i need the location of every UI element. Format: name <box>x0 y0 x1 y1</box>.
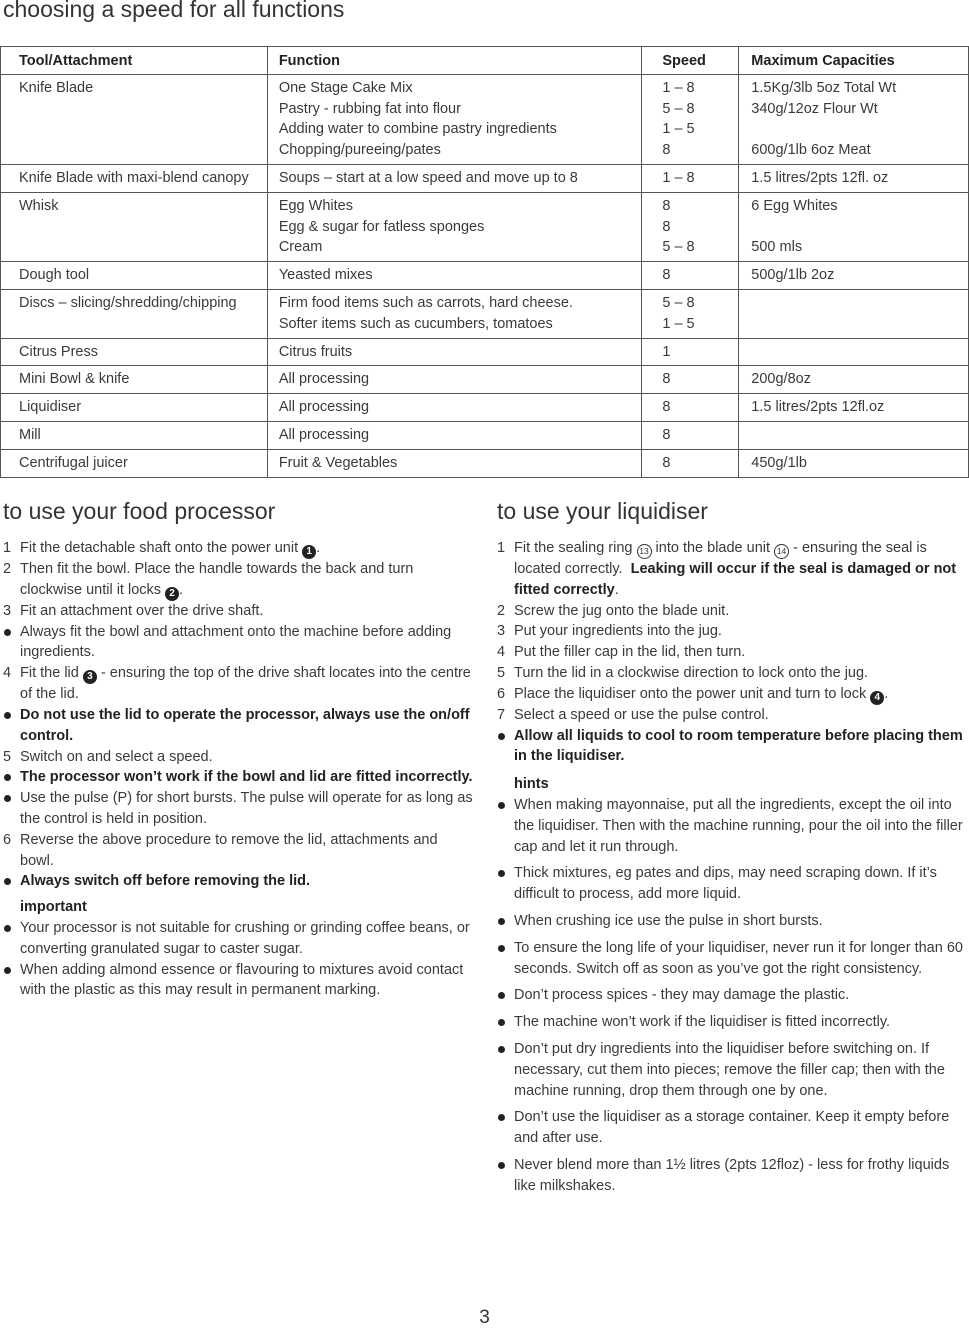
hint: When crushing ice use the pulse in short bursts. <box>497 911 969 932</box>
hint: To ensure the long life of your liquidiser, never run it for longer than 60 seconds. Switch off as soon as you’ve got the right consistency. <box>497 938 969 980</box>
page-title: choosing a speed for all functions <box>3 0 345 22</box>
cell-speed: 1 – 8 <box>642 164 739 192</box>
cell-capacity <box>739 421 969 449</box>
bullet-icon <box>498 733 505 740</box>
callout-1-icon: 1 <box>302 545 316 559</box>
hint: When making mayonnaise, put all the ingredients, except the oil into the liquidiser. Then with the machine running, pour the oil into the filler cap and let it run through. <box>497 795 969 857</box>
cell-speed: 1 – 8 5 – 8 1 – 5 8 <box>642 74 739 164</box>
cell-function: Yeasted mixes <box>267 262 642 290</box>
table-row <box>1 289 969 338</box>
cell-capacity: 1.5Kg/3lb 5oz Total Wt 340g/12oz Flour Wt 600g/1lb 6oz Meat <box>739 74 969 164</box>
cell-capacity <box>739 289 969 338</box>
cell-function: One Stage Cake Mix Pastry - rubbing fat into flour Adding water to combine pastry ingredients Chopping/pureeing/pates <box>267 74 642 164</box>
food-processor-section <box>3 495 473 1001</box>
bullet-icon <box>498 1162 505 1169</box>
step-3: 3 Fit an attachment over the drive shaft. <box>3 602 264 619</box>
table-row <box>1 74 969 164</box>
header-speed: Speed <box>642 47 739 75</box>
step-1: 1 Fit the sealing ring 13 into the blade unit 14 - ensuring the seal is located correctly. Leaking will occur if the seal is damaged or not fitted correctly. <box>497 540 957 598</box>
hints-heading: hints <box>514 776 549 793</box>
cell-tool: Whisk <box>1 192 268 261</box>
bullet-icon <box>4 925 11 932</box>
cell-capacity: 1.5 litres/2pts 12fl. oz <box>739 164 969 192</box>
bullet-icon <box>4 712 11 719</box>
cell-function: All processing <box>267 366 642 394</box>
cell-function: Citrus fruits <box>267 338 642 366</box>
step-4: 4 Fit the lid 3 - ensuring the top of the drive shaft locates into the centre of the lid. <box>3 665 471 703</box>
cell-function: Egg Whites Egg & sugar for fatless sponges Cream <box>267 192 642 261</box>
table-row <box>1 192 969 261</box>
cell-capacity: 200g/8oz <box>739 366 969 394</box>
hint: Thick mixtures, eg pates and dips, may need scraping down. If it’s difficult to process, add more liquid. <box>497 863 969 905</box>
header-capacity: Maximum Capacities <box>739 47 969 75</box>
cell-capacity: 6 Egg Whites 500 mls <box>739 192 969 261</box>
warning: The processor won’t work if the bowl and lid are fitted incorrectly. <box>3 767 473 788</box>
bullet-icon <box>498 945 505 952</box>
warning: Do not use the lid to operate the processor, always use the on/off control. <box>3 705 473 747</box>
cell-tool: Knife Blade with maxi-blend canopy <box>1 164 268 192</box>
liquidiser-heading: to use your liquidiser <box>497 498 708 524</box>
cell-capacity: 500g/1lb 2oz <box>739 262 969 290</box>
cell-speed: 8 <box>642 421 739 449</box>
bullet-icon <box>498 918 505 925</box>
table-header-row <box>1 47 969 75</box>
cell-tool: Dough tool <box>1 262 268 290</box>
part-14-icon: 14 <box>774 544 789 559</box>
cell-function: Fruit & Vegetables <box>267 449 642 477</box>
hint: Don’t put dry ingredients into the liquidiser before switching on. If necessary, cut them into pieces; remove the filler cap; then with the machine running, drop them through one by one. <box>497 1039 969 1101</box>
cell-tool: Discs – slicing/shredding/chipping <box>1 289 268 338</box>
bullet-icon <box>498 1046 505 1053</box>
callout-3-icon: 3 <box>83 670 97 684</box>
bullet-note: Use the pulse (P) for short bursts. The pulse will operate for as long as the control is held in position. <box>3 788 473 830</box>
hint: The machine won’t work if the liquidiser is fitted incorrectly. <box>497 1012 969 1033</box>
table-row <box>1 164 969 192</box>
cell-speed: 8 <box>642 449 739 477</box>
table-row <box>1 338 969 366</box>
bullet-icon <box>498 802 505 809</box>
table-row <box>1 366 969 394</box>
bullet-icon <box>4 629 11 636</box>
step-6: 6 Reverse the above procedure to remove the lid, attachments and bowl. <box>3 831 438 869</box>
warning: Always switch off before removing the lid. <box>3 871 473 892</box>
table-row <box>1 449 969 477</box>
callout-2-icon: 2 <box>165 587 179 601</box>
food-processor-heading: to use your food processor <box>3 498 276 524</box>
callout-4-icon: 4 <box>870 691 884 705</box>
step-6: 6 Place the liquidiser onto the power unit and turn to lock 4 . <box>497 685 889 703</box>
bullet-icon <box>498 870 505 877</box>
cell-speed: 8 <box>642 262 739 290</box>
cell-tool: Citrus Press <box>1 338 268 366</box>
bullet-icon <box>4 774 11 781</box>
speed-table <box>0 46 969 478</box>
header-tool: Tool/Attachment <box>1 47 268 75</box>
cell-tool: Mill <box>1 421 268 449</box>
bullet-icon <box>4 795 11 802</box>
bullet-icon <box>498 1114 505 1121</box>
table-row <box>1 394 969 422</box>
cell-function: All processing <box>267 394 642 422</box>
step-1: 1 Fit the detachable shaft onto the power unit 1 . <box>3 540 321 557</box>
cell-speed: 1 <box>642 338 739 366</box>
cell-tool: Knife Blade <box>1 74 268 164</box>
table-body <box>1 74 969 477</box>
step-2: 2 Then fit the bowl. Place the handle towards the back and turn clockwise until it locks 2 . <box>3 561 414 599</box>
cell-speed: 8 <box>642 394 739 422</box>
hint: Never blend more than 1½ litres (2pts 12floz) - less for frothy liquids like milkshakes. <box>497 1155 969 1197</box>
step-5: 5 Turn the lid in a clockwise direction to lock onto the jug. <box>497 664 869 681</box>
cell-speed: 5 – 8 1 – 5 <box>642 289 739 338</box>
step-2: 2 Screw the jug onto the blade unit. <box>497 602 730 619</box>
hint: Don’t use the liquidiser as a storage container. Keep it empty before and after use. <box>497 1107 969 1149</box>
cell-tool: Mini Bowl & knife <box>1 366 268 394</box>
bullet-icon <box>498 992 505 999</box>
part-13-icon: 13 <box>637 544 652 559</box>
bullet-note: Always fit the bowl and attachment onto the machine before adding ingredients. <box>3 622 473 664</box>
important-note: When adding almond essence or flavouring to mixtures avoid contact with the plastic as this may result in permanent marking. <box>3 960 473 1002</box>
cell-function: Soups – start at a low speed and move up to 8 <box>267 164 642 192</box>
bullet-icon <box>4 878 11 885</box>
cell-tool: Centrifugal juicer <box>1 449 268 477</box>
bullet-icon <box>4 967 11 974</box>
bullet-icon <box>498 1019 505 1026</box>
step-5: 5 Switch on and select a speed. <box>3 748 213 765</box>
cell-speed: 8 <box>642 366 739 394</box>
cell-capacity <box>739 338 969 366</box>
cell-function: All processing <box>267 421 642 449</box>
cell-capacity: 450g/1lb <box>739 449 969 477</box>
important-heading: important <box>20 899 87 916</box>
step-7: 7 Select a speed or use the pulse control. <box>497 706 769 723</box>
step-3: 3 Put your ingredients into the jug. <box>497 623 722 640</box>
cell-capacity: 1.5 litres/2pts 12fl.oz <box>739 394 969 422</box>
liquidiser-section <box>497 495 969 1197</box>
important-note: Your processor is not suitable for crushing or grinding coffee beans, or converting granulated sugar to caster sugar. <box>3 918 473 960</box>
cell-function: Firm food items such as carrots, hard cheese. Softer items such as cucumbers, tomatoes <box>267 289 642 338</box>
header-function: Function <box>267 47 642 75</box>
cell-speed: 8 8 5 – 8 <box>642 192 739 261</box>
cell-tool: Liquidiser <box>1 394 268 422</box>
table-row <box>1 421 969 449</box>
table-row <box>1 262 969 290</box>
page-number: 3 <box>479 1307 490 1328</box>
warning: Allow all liquids to cool to room temperature before placing them in the liquidiser. <box>497 726 969 768</box>
hint: Don’t process spices - they may damage the plastic. <box>497 985 969 1006</box>
step-4: 4 Put the filler cap in the lid, then turn. <box>497 644 746 661</box>
